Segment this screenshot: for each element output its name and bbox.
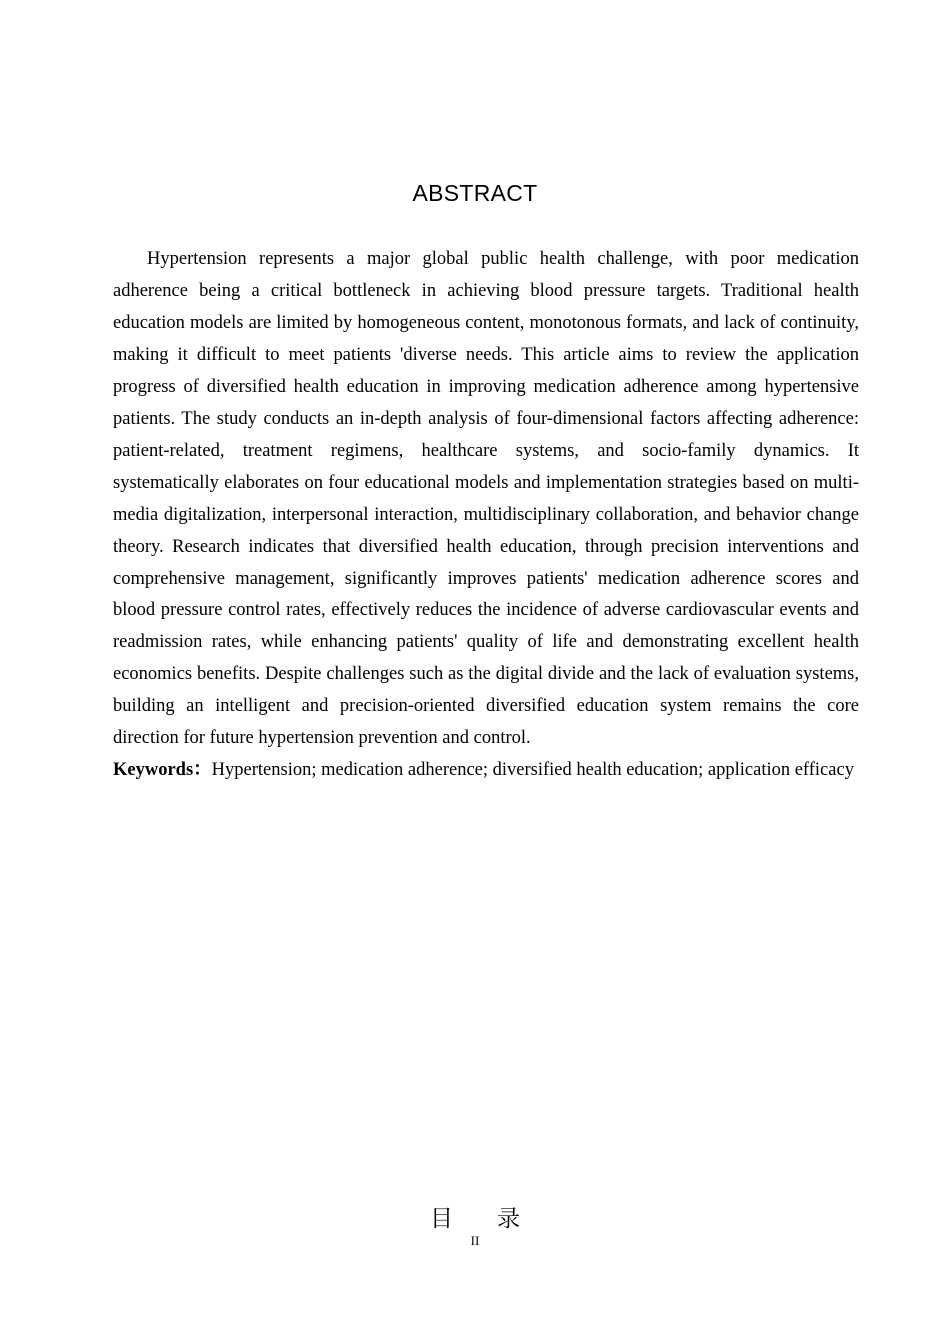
abstract-title: ABSTRACT	[412, 180, 538, 206]
keywords-label: Keywords：	[113, 760, 212, 781]
abstract-body: Hypertension represents a major global public health challenge, with poor medication adherence being a critical bottleneck in achieving blood pressure targets. Traditional health education models are limited by homogeneous content, monotonous formats, and lack of continuity, making it difficult to meet patients 'diverse needs. This article aims to review the application progress of diversified health education in improving medication adherence among hypertensive patients. The study conducts an in-depth analysis of four-dimensional factors affecting adherence: patient-related, treatment regimens, healthcare systems, and socio-family dynamics. It systematically elaborates on four educational models and implementation strategies based on multi-media digitalization, interpersonal interaction, multidisciplinary collaboration, and behavior change theory. Research indicates that diversified health education, through precision interventions and comprehensive management, significantly improves patients' medication adherence scores and blood pressure control rates, effectively reduces the incidence of adverse cardiovascular events and readmission rates, while enhancing patients' quality of life and demonstrating excellent health economics benefits. Despite challenges such as the digital divide and the lack of evaluation systems, building an intelligent and precision-oriented diversified education system remains the core direction for future hypertension prevention and control.	[113, 249, 859, 749]
toc-heading: 目录	[430, 1206, 564, 1232]
page-number: II	[470, 1233, 480, 1248]
keywords-text: Hypertension; medication adherence; diversified health education; application efficacy	[211, 760, 854, 781]
abstract-section	[113, 244, 859, 787]
keywords-line	[113, 755, 859, 787]
